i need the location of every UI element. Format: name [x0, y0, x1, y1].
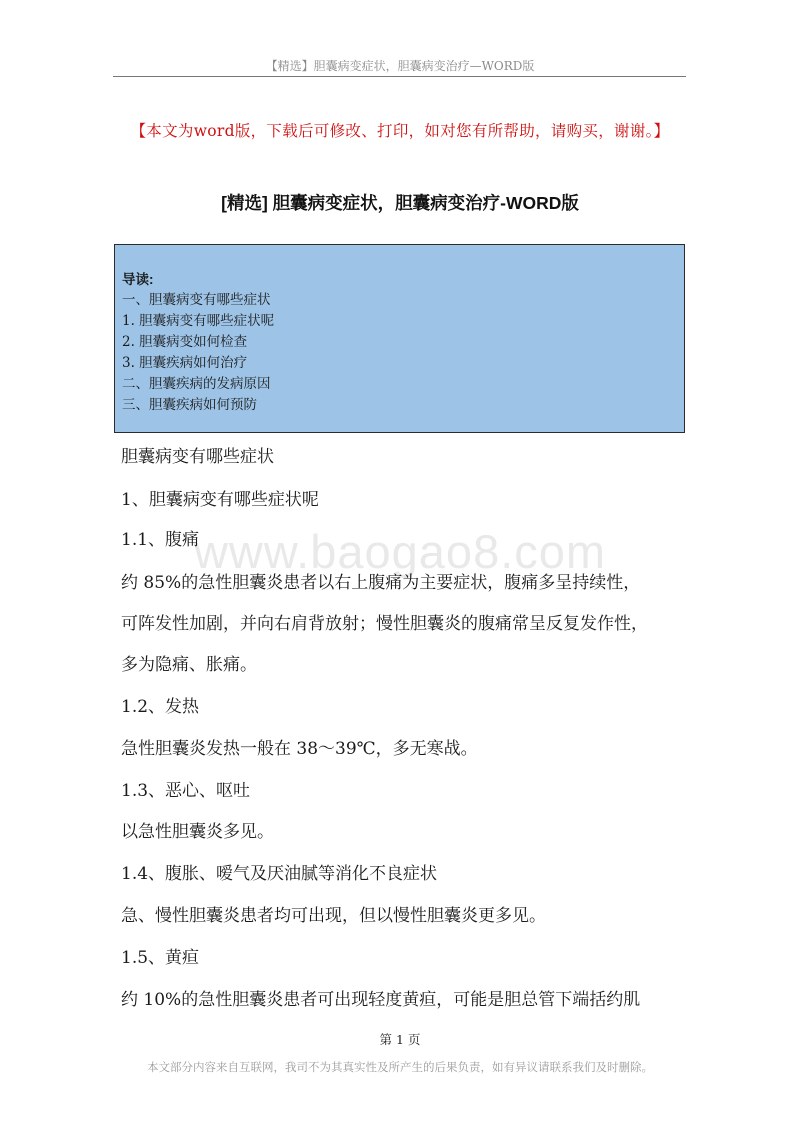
paragraph-line: 多为隐痛、胀痛。 — [121, 655, 257, 675]
purchase-notice: 【本文为word版，下载后可修改、打印，如对您有所帮助，请购买，谢谢。】 — [130, 122, 670, 140]
item-heading: 1.3、恶心、呕吐 — [121, 781, 251, 801]
item-heading: 1.4、腹胀、嗳气及厌油腻等消化不良症状 — [121, 864, 438, 884]
document-title: [精选] 胆囊病变症状，胆囊病变治疗-WORD版 — [221, 193, 579, 213]
guide-item: 一、胆囊病变有哪些症状 — [122, 292, 271, 308]
page-header: 【精选】胆囊病变症状，胆囊病变治疗—WORD版 — [265, 59, 535, 73]
paragraph-line: 约 10%的急性胆囊炎患者可出现轻度黄疸，可能是胆总管下端括约肌 — [121, 990, 641, 1010]
page-number: 第 1 页 — [379, 1032, 421, 1047]
header-divider — [113, 76, 686, 77]
guide-item: 2. 胆囊病变如何检查 — [122, 334, 248, 350]
subsection-heading: 1、胆囊病变有哪些症状呢 — [121, 490, 319, 510]
paragraph-line: 可阵发性加剧，并向右肩背放射；慢性胆囊炎的腹痛常呈反复发作性， — [121, 614, 648, 634]
guide-item: 1. 胆囊病变有哪些症状呢 — [122, 313, 275, 329]
item-heading: 1.2、发热 — [121, 697, 200, 717]
item-heading: 1.1、腹痛 — [121, 530, 200, 550]
guide-box — [114, 244, 685, 433]
guide-item: 3. 胆囊疾病如何治疗 — [122, 355, 248, 371]
guide-item: 二、胆囊疾病的发病原因 — [122, 376, 271, 392]
paragraph-line: 约 85%的急性胆囊炎患者以右上腹痛为主要症状，腹痛多呈持续性， — [121, 573, 641, 593]
section-heading: 胆囊病变有哪些症状 — [121, 447, 274, 467]
item-heading: 1.5、黄疸 — [121, 948, 200, 968]
paragraph-line: 以急性胆囊炎多见。 — [121, 822, 274, 842]
watermark: www.baogao8.com — [193, 525, 607, 578]
paragraph-line: 急、慢性胆囊炎患者均可出现，但以慢性胆囊炎更多见。 — [121, 906, 546, 926]
guide-heading: 导读: — [122, 272, 154, 287]
paragraph-line: 急性胆囊炎发热一般在 38～39℃，多无寒战。 — [121, 739, 478, 759]
guide-item: 三、胆囊疾病如何预防 — [122, 397, 257, 413]
footer-disclaimer: 本文部分内容来自互联网，我司不为其真实性及所产生的后果负责，如有异议请联系我们及时删除。 — [147, 1060, 653, 1074]
